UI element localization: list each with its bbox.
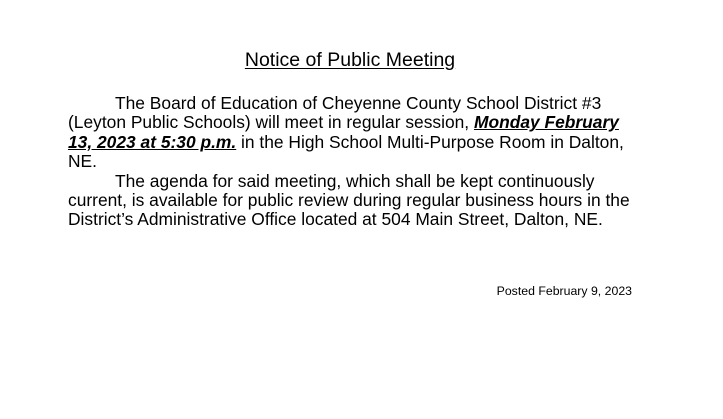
notice-title: Notice of Public Meeting (244, 49, 456, 71)
meeting-paragraph-intro: The Board of Education of Cheyenne County School District #3 (Leyton Public Schools) will meet in regular session, (68, 93, 602, 133)
notice-body (68, 94, 643, 230)
meeting-date-time: Monday February 13, 2023 at 5:30 p.m. (68, 112, 619, 152)
posted-date: Posted February 9, 2023 (496, 284, 632, 298)
agenda-paragraph: The agenda for said meeting, which shall be kept continuously current, is available for public review during regular business hours in the District’s Administrative Office located at 504 Main Street, Dalton, NE. (68, 170, 630, 230)
meeting-paragraph (68, 94, 643, 172)
meeting-paragraph-location: in the High School Multi-Purpose Room in Dalton, NE. (68, 131, 624, 172)
